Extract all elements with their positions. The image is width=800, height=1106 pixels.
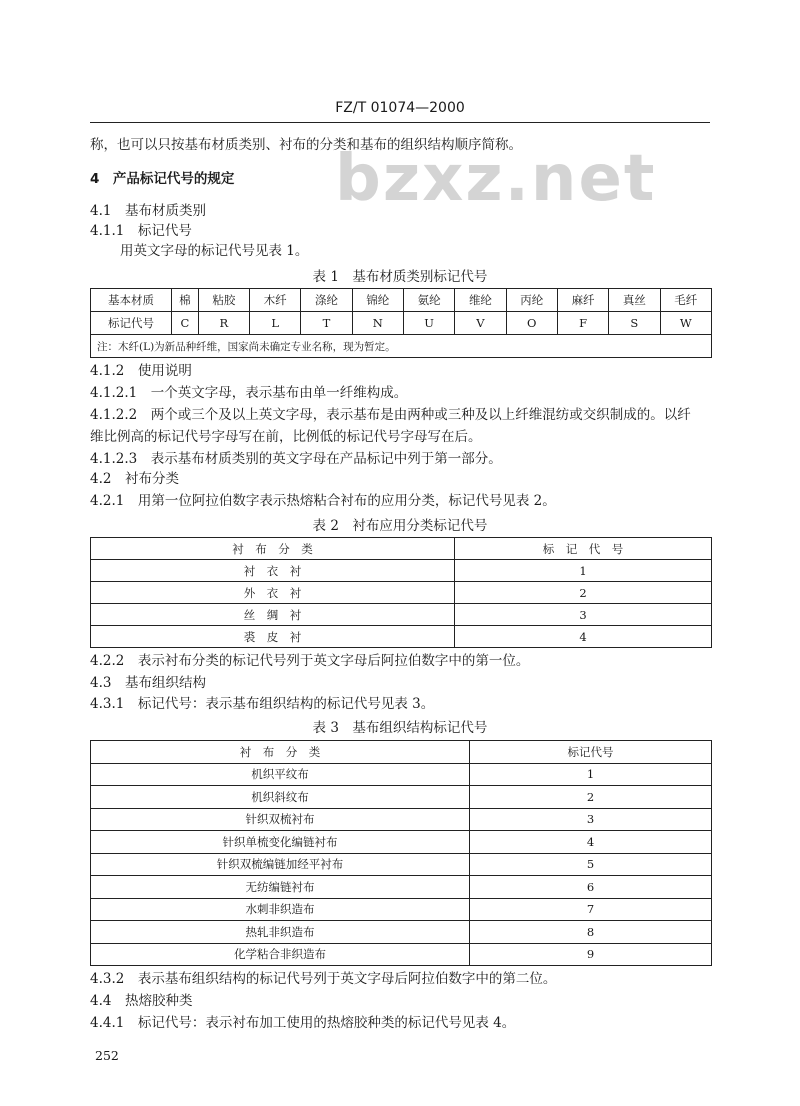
table-row [91,876,712,899]
table1-material: 棉 [172,289,199,312]
table3-caption: 表 3 基布组织结构标记代号 [312,720,488,736]
table3-category: 化学粘合非织造布 [91,943,470,966]
standard-number-header: FZ/T 01074—2000 [335,100,465,116]
table3-category: 热轧非织造布 [91,921,470,944]
table3-category: 针织双梳衬布 [91,808,470,831]
table1-code: F [557,312,608,335]
table-row [91,763,712,786]
table2-category: 衬 衣 衬 [91,560,455,582]
table2-header: 标 记 代 号 [455,538,712,560]
para-4-1-2-3: 4.1.2.3 表示基布材质类别的英文字母在产品标记中列于第一部分。 [90,451,502,467]
table-row [91,582,712,604]
para-4-1-2-1: 4.1.2.1 一个英文字母，表示基布由单一纤维构成。 [90,385,408,401]
table-row [91,831,712,854]
table3-category: 无纺编链衬布 [91,876,470,899]
table1-code: L [250,312,301,335]
section-4-1-1-text: 用英文字母的标记代号见表 1。 [120,243,309,259]
table3-header: 标记代号 [470,741,712,764]
para-4-1-2-2-cont: 维比例高的标记代号字母写在前，比例低的标记代号字母写在后。 [90,429,482,445]
table3-code: 9 [470,943,712,966]
table2-code: 4 [455,626,712,648]
para-4-3-1: 4.3.1 标记代号：表示基布组织结构的标记代号见表 3。 [90,696,435,712]
table1-material: 氨纶 [403,289,454,312]
table3-code: 5 [470,853,712,876]
table1-code: R [198,312,249,335]
table2-caption: 表 2 衬布应用分类标记代号 [312,518,488,534]
table-row [91,943,712,966]
table1-note: 注：木纤(L)为新品种纤维，国家尚未确定专业名称，现为暂定。 [91,335,712,358]
para-4-4-1: 4.4.1 标记代号：表示衬布加工使用的热熔胶种类的标记代号见表 4。 [90,1015,516,1031]
table2-category: 外 衣 衬 [91,582,455,604]
table1-codes-row [91,312,712,335]
para-4-2-2: 4.2.2 表示衬布分类的标记代号列于英文字母后阿拉伯数字中的第一位。 [90,653,530,669]
table3-category: 针织单梳变化编链衬布 [91,831,470,854]
table3 [90,740,712,966]
table1-row-label: 标记代号 [91,312,172,335]
table3-category: 机织平纹布 [91,763,470,786]
table2-header: 衬 布 分 类 [91,538,455,560]
table3-code: 4 [470,831,712,854]
table1-material: 维纶 [455,289,506,312]
table-row [91,808,712,831]
table3-code: 3 [470,808,712,831]
table1-material: 木纤 [250,289,301,312]
table2-category: 裘 皮 衬 [91,626,455,648]
table-row [91,853,712,876]
table3-code: 2 [470,786,712,809]
table1-caption: 表 1 基布材质类别标记代号 [312,269,488,285]
section-4-3-title: 4.3 基布组织结构 [90,675,206,691]
section-4-2-title: 4.2 衬布分类 [90,471,179,487]
intro-line: 称，也可以只按基布材质类别、衬布的分类和基布的组织结构顺序简称。 [90,137,522,153]
table1-code: N [352,312,403,335]
header-rule [90,122,710,123]
table2-code: 2 [455,582,712,604]
table1-code: U [403,312,454,335]
watermark: bzxz.net [335,142,657,216]
table1-row-label: 基本材质 [91,289,172,312]
table3-code: 8 [470,921,712,944]
table1-code: C [172,312,199,335]
table1-material: 粘胶 [198,289,249,312]
table1-code: V [455,312,506,335]
table-row [91,560,712,582]
table1-material: 丙纶 [506,289,557,312]
table-row [91,786,712,809]
table1-material: 毛纤 [660,289,711,312]
section-4-title: 4 产品标记代号的规定 [90,171,235,187]
table-row [91,898,712,921]
table1-code: O [506,312,557,335]
table1-materials-row [91,289,712,312]
table1-material: 真丝 [609,289,660,312]
table3-code: 6 [470,876,712,899]
table2-header-row [91,538,712,560]
section-4-1-2-title: 4.1.2 使用说明 [90,363,192,379]
table3-code: 1 [470,763,712,786]
para-4-2-1: 4.2.1 用第一位阿拉伯数字表示热熔粘合衬布的应用分类，标记代号见表 2。 [90,493,556,509]
table1-material: 涤纶 [301,289,352,312]
table1 [90,288,712,358]
table1-code: S [609,312,660,335]
table1-note-row [91,335,712,358]
para-4-3-2: 4.3.2 表示基布组织结构的标记代号列于英文字母后阿拉伯数字中的第二位。 [90,971,557,987]
table2-code: 1 [455,560,712,582]
table2 [90,537,712,648]
table3-category: 针织双梳编链加经平衬布 [91,853,470,876]
section-4-1-1-title: 4.1.1 标记代号 [90,223,192,239]
table1-code: W [660,312,711,335]
table3-header: 衬 布 分 类 [91,741,470,764]
table2-category: 丝 绸 衬 [91,604,455,626]
section-4-4-title: 4.4 热熔胶种类 [90,993,193,1009]
page-number: 252 [95,1048,119,1063]
table-row [91,626,712,648]
table1-material: 锦纶 [352,289,403,312]
table3-header-row [91,741,712,764]
table-row [91,921,712,944]
para-4-1-2-2: 4.1.2.2 两个或三个及以上英文字母，表示基布是由两种或三种及以上纤维混纺或交织制成的。以纤 [90,407,691,423]
table1-code: T [301,312,352,335]
table-row [91,604,712,626]
table3-category: 水刺非织造布 [91,898,470,921]
table3-code: 7 [470,898,712,921]
section-4-1-title: 4.1 基布材质类别 [90,203,206,219]
table1-material: 麻纤 [557,289,608,312]
table3-category: 机织斜纹布 [91,786,470,809]
table2-code: 3 [455,604,712,626]
